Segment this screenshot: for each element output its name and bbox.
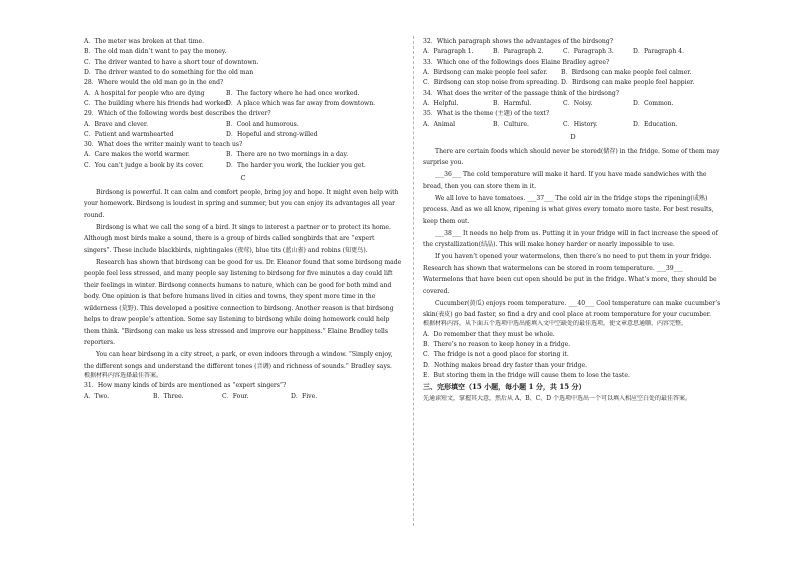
passage-d-instruction: 根据材料内容，从下面五个选项中选出能填入文中空缺处的最佳选项，使文章意思通顺、内容完整。: [423, 320, 688, 328]
q28-question: 28．Where would the old man go in the end?: [84, 79, 224, 87]
q30-options-row2: [84, 162, 402, 169]
passage-d-paragraph-4: ___38___ It needs no help from us. Putting it in your fridge will in fact increase the speed of the crystallization(结晶). This will make honey harder or nearly impossible to use.: [423, 229, 718, 249]
passage-d-paragraph-5: If you haven’t opened your watermelons, then there’s no need to put them in your fridge. Research has shown that watermelons can be stored in room temperature. ___39___ Watermelons that have been cut open should be put in the fridge. What’s more, they should be covered.: [423, 253, 717, 295]
q35-option-c: C．History.: [563, 120, 598, 128]
q30-option-d: D．The harder you work, the luckier you get.: [226, 161, 366, 169]
q32-option-d: D．Paragraph 4.: [633, 48, 685, 56]
q33-option-d: D．Birdsong can make people feel happier.: [561, 79, 695, 87]
q29-options-row1: [84, 121, 402, 128]
q31-option-b: B．Three.: [153, 392, 184, 400]
q35-options: [423, 121, 723, 128]
section-d-heading: D: [570, 132, 576, 141]
passage-c-paragraph-4: You can hear birdsong in a city street, a park, or even indoors through a window. “Simply enjoy, the different songs and understand the different tones (音调) and richness of sounds.” Bradley says.: [84, 351, 393, 370]
d-option-b: B．There’s no reason to keep honey in a fridge.: [423, 340, 571, 348]
right-column: [423, 38, 723, 402]
left-column: [84, 38, 402, 400]
q33-option-a: A．Birdsong can make people feel safer.: [423, 68, 548, 76]
column-divider: [413, 36, 414, 526]
d-option-e: E．But storing them in the fridge will cause them to lose the taste.: [423, 371, 630, 379]
d-option-d: D．Nothing makes bread dry faster than your fridge.: [423, 361, 588, 369]
q30-option-a: A．Care makes the world warmer.: [84, 151, 190, 159]
q29-option-b: B．Cool and humorous.: [226, 120, 299, 128]
q33-options-row1: [423, 69, 723, 76]
q28-option-a: A．A hospital for people who are dying: [84, 89, 205, 97]
passage-d-paragraph-1: There are certain foods which should never be stored(储存) in the fridge. Some of them may surprise you.: [423, 147, 720, 167]
q29-option-c: C．Patient and warmhearted: [84, 130, 174, 138]
q31-question: 31．How many kinds of birds are mentioned as “expert singers”?: [84, 382, 287, 390]
q29-options-row2: [84, 131, 402, 138]
q33-options-row2: [423, 79, 723, 86]
q31-option-a: A．Two.: [84, 392, 110, 400]
passage-d-paragraph-3: We all love to have tomatoes. ___37___ The cold air in the fridge stops the ripening(成熟) process. And as we all know, ripening is what gives every tomato more taste. For best results, keep them out.: [423, 194, 714, 225]
section-3-title: 三、完形填空（15 小题，每小题 1 分，共 15 分）: [423, 383, 586, 392]
q34-option-d: D．Common.: [633, 99, 674, 107]
q27-option-d: D．The driver wanted to do something for the old man: [84, 68, 254, 76]
q33-option-b: B．Birdsong can make people feel calmer.: [561, 68, 692, 76]
section-3-instruction: 先通读短文，掌握其大意，然后从 A、B、C、D 个选项中选出一个可以填入相应空白处的最佳答案。: [423, 394, 691, 402]
q28-options-row2: [84, 100, 402, 107]
q27-option-a: A．The meter was broken at that time.: [84, 38, 205, 45]
q34-options: [423, 100, 723, 107]
d-option-c: C．The fridge is not a good place for storing it.: [423, 351, 569, 359]
q32-question: 32．Which paragraph shows the advantages of the birdsong?: [423, 38, 613, 45]
q35-option-d: D．Education.: [633, 120, 678, 128]
q32-options: [423, 48, 723, 55]
section-c-heading: C: [240, 174, 246, 183]
q30-options-row1: [84, 151, 402, 158]
q34-option-a: A．Helpful.: [423, 99, 459, 107]
d-option-a: A．Do remember that they must be whole.: [423, 330, 555, 338]
passage-c-paragraph-3: Research has shown that birdsong can be good for us. Dr. Eleanor found that some birdsong made people feel less stressed, and many people say listening to birdsong for five minutes a day could lift their feelings in winter. Birdsong connects humans to nature, which can be good for both mind and body. One opinion is that before humans lived in cities and towns, they spent more time in the wilderness (荒野). This developed a positive connection to birdsong. Another reason is that birdsong helps to draw people’s attention. Some say listening to birdsong while doing homework could help them think. “Birdsong can make us less stressed and improve our happiness.” Elaine Bradley tells reporters.: [84, 258, 402, 347]
q30-option-b: B．There are no two mornings in a day.: [226, 151, 349, 159]
q33-option-c: C．Birdsong can stop noise from spreading.: [423, 79, 560, 87]
q31-options: [84, 393, 402, 400]
passage-c-paragraph-1: Birdsong is powerful. It can calm and comfort people, bring joy and hope. It might even help with your homework. Birdsong is loudest in spring and summer, but you can enjoy its advantages all year round.: [84, 188, 399, 219]
q30-option-c: C．You can’t judge a book by its cover.: [84, 161, 204, 169]
q28-option-c: C．The building where his friends had worked: [84, 99, 228, 107]
q28-option-d: D．A place which was far away from downtown.: [226, 99, 376, 107]
q35-question: 35．What is the theme (主题) of the text?: [423, 110, 550, 118]
q29-option-a: A．Brave and clever.: [84, 120, 149, 128]
q32-option-a: A．Paragraph 1.: [423, 48, 474, 56]
q30-question: 30．What does the writer mainly want to teach us?: [84, 141, 243, 149]
q34-option-b: B．Harmful.: [493, 99, 532, 107]
q34-option-c: C．Noisy.: [563, 99, 593, 107]
passage-d-paragraph-6: Cucumber(黄瓜) enjoys room temperature. ___40___ Cool temperature can make cucumber’s skin(表皮) go bad faster, so find a dry and cool place at room temperature for your cucumber.: [423, 299, 721, 319]
q28-options-row1: [84, 90, 402, 97]
q29-option-d: D．Hopeful and strong-willed: [226, 130, 318, 138]
passage-c-instruction: 根据材料内容选择最佳答案。: [84, 372, 163, 379]
passage-d-paragraph-2: ___36___ The cold temperature will make it hard. If you have made sandwiches with the bread, then you can store them in it.: [423, 171, 707, 190]
q35-option-a: A．Animal: [423, 120, 456, 128]
q33-question: 33．Which one of the followings does Elaine Bradley agree?: [423, 58, 610, 66]
q29-question: 29．Which of the following words best describes the driver?: [84, 110, 271, 118]
q31-option-c: C．Four.: [222, 392, 249, 400]
q31-option-d: D．Five.: [291, 392, 318, 400]
q27-option-b: B．The old man didn’t want to pay the money.: [84, 48, 227, 56]
q32-option-b: B．Paragraph 2.: [493, 48, 544, 56]
q27-option-c: C．The driver wanted to have a short tour of downtown.: [84, 58, 259, 66]
q32-option-c: C．Paragraph 3.: [563, 48, 614, 56]
q34-question: 34．What does the writer of the passage think of the birdsong?: [423, 89, 620, 97]
q28-option-b: B．The factory where he had once worked.: [226, 89, 360, 97]
passage-c-paragraph-2: Birdsong is what we call the song of a bird. It sings to interest a partner or to protect its home. Although most birds make a sound, there is a group of birds called songbirds that are “expert singers”. These include blackbirds, nightingales (夜莺), blue tits (蓝山雀) and robins (知更鸟).: [84, 223, 391, 254]
q35-option-b: B．Culture.: [493, 120, 529, 128]
